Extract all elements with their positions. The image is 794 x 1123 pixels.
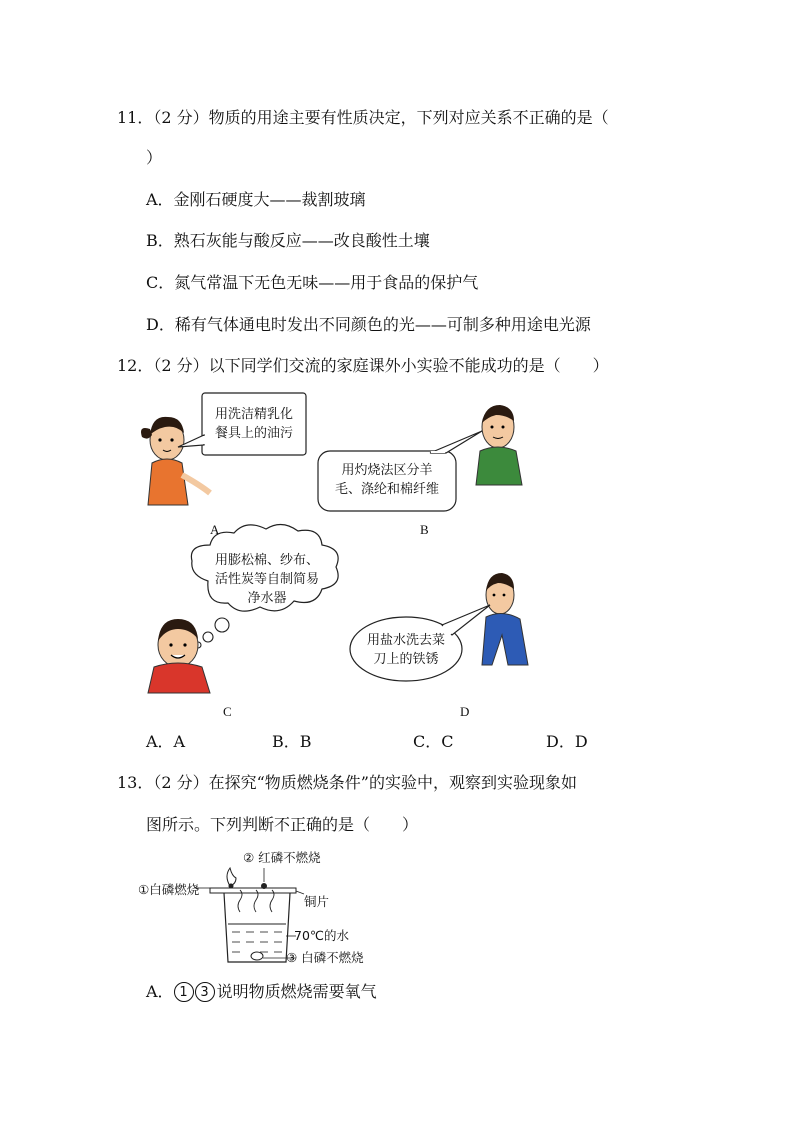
q12-option-d: D．D xyxy=(546,732,588,751)
bubble-d-line-2: 刀上的铁锈 xyxy=(373,652,439,667)
q12-option-a: A．A xyxy=(146,732,186,751)
q12-option-b: B．B xyxy=(272,732,312,751)
bubble-b-line-1: 用灼烧法区分羊 xyxy=(341,463,433,478)
boy-d-figure xyxy=(482,573,528,665)
label-white-phosphorus-top: ①白磷燃烧 xyxy=(138,882,200,897)
q12-option-c: C．C xyxy=(413,732,454,751)
q11-option-d: D．稀有气体通电时发出不同颜色的光——可制多种用途电光源 xyxy=(146,315,591,334)
bubble-d-line-1: 用盐水洗去菜 xyxy=(366,633,445,648)
bubble-a-text xyxy=(204,405,304,443)
fig-label-b: B xyxy=(420,522,429,537)
bubble-b-text xyxy=(320,461,454,499)
q11-stem-cont: ） xyxy=(146,148,163,167)
circled-1 xyxy=(174,982,194,1002)
label-copper-plate: 铜片 xyxy=(304,894,330,909)
boy-c-figure xyxy=(148,619,210,693)
label-red-phosphorus: ② 红磷不燃烧 xyxy=(243,850,321,865)
fig-label-a: A xyxy=(210,522,220,537)
bubble-c-line-1: 用膨松棉、纱布、 xyxy=(214,553,319,568)
q11-stem: 11．（2 分）物质的用途主要有性质决定，下列对应关系不正确的是（ xyxy=(117,108,609,127)
q12-figure-illustration xyxy=(130,385,550,725)
fig-label-d: D xyxy=(460,704,470,719)
q12-stem: 12．（2 分）以下同学们交流的家庭课外小实验不能成功的是（ ） xyxy=(117,356,609,375)
q12-figure xyxy=(130,385,550,725)
q11-option-c: C．氮气常温下无色无味——用于食品的保护气 xyxy=(146,273,479,292)
label-hot-water: 70℃的水 xyxy=(294,928,349,943)
q13-option-a-text: 说明物质燃烧需要氧气 xyxy=(216,982,377,1001)
circled-3-digit: 3 xyxy=(200,984,209,1000)
bubble-c-text xyxy=(202,551,332,608)
q13-stem-cont: 图所示。下列判断不正确的是（ ） xyxy=(146,815,419,834)
q13-option-a-prefix: A． xyxy=(146,982,174,1001)
bubble-c-line-2: 活性炭等自制简易 xyxy=(214,572,319,587)
q13-option-a xyxy=(146,982,377,1002)
q13-figure xyxy=(136,846,396,970)
bubble-a-line-2: 餐具上的油污 xyxy=(214,426,293,441)
bubble-d-text xyxy=(356,631,456,669)
circled-3 xyxy=(195,982,215,1002)
label-white-phosphorus-bottom: ③ 白磷不燃烧 xyxy=(286,950,364,965)
bubble-c-line-3: 净水器 xyxy=(247,591,287,606)
q11-option-a: A．金刚石硬度大——裁割玻璃 xyxy=(146,190,366,209)
bubble-b-line-2: 毛、涤纶和棉纤维 xyxy=(334,482,439,497)
girl-figure xyxy=(141,417,210,505)
q13-stem: 13．（2 分）在探究“物质燃烧条件”的实验中，观察到实验现象如 xyxy=(117,773,577,792)
fig-label-c: C xyxy=(223,704,232,719)
circled-1-digit: 1 xyxy=(179,984,188,1000)
boy-b-figure xyxy=(476,405,522,485)
bubble-a-line-1: 用洗洁精乳化 xyxy=(214,407,293,422)
q11-option-b: B．熟石灰能与酸反应——改良酸性土壤 xyxy=(146,231,430,250)
